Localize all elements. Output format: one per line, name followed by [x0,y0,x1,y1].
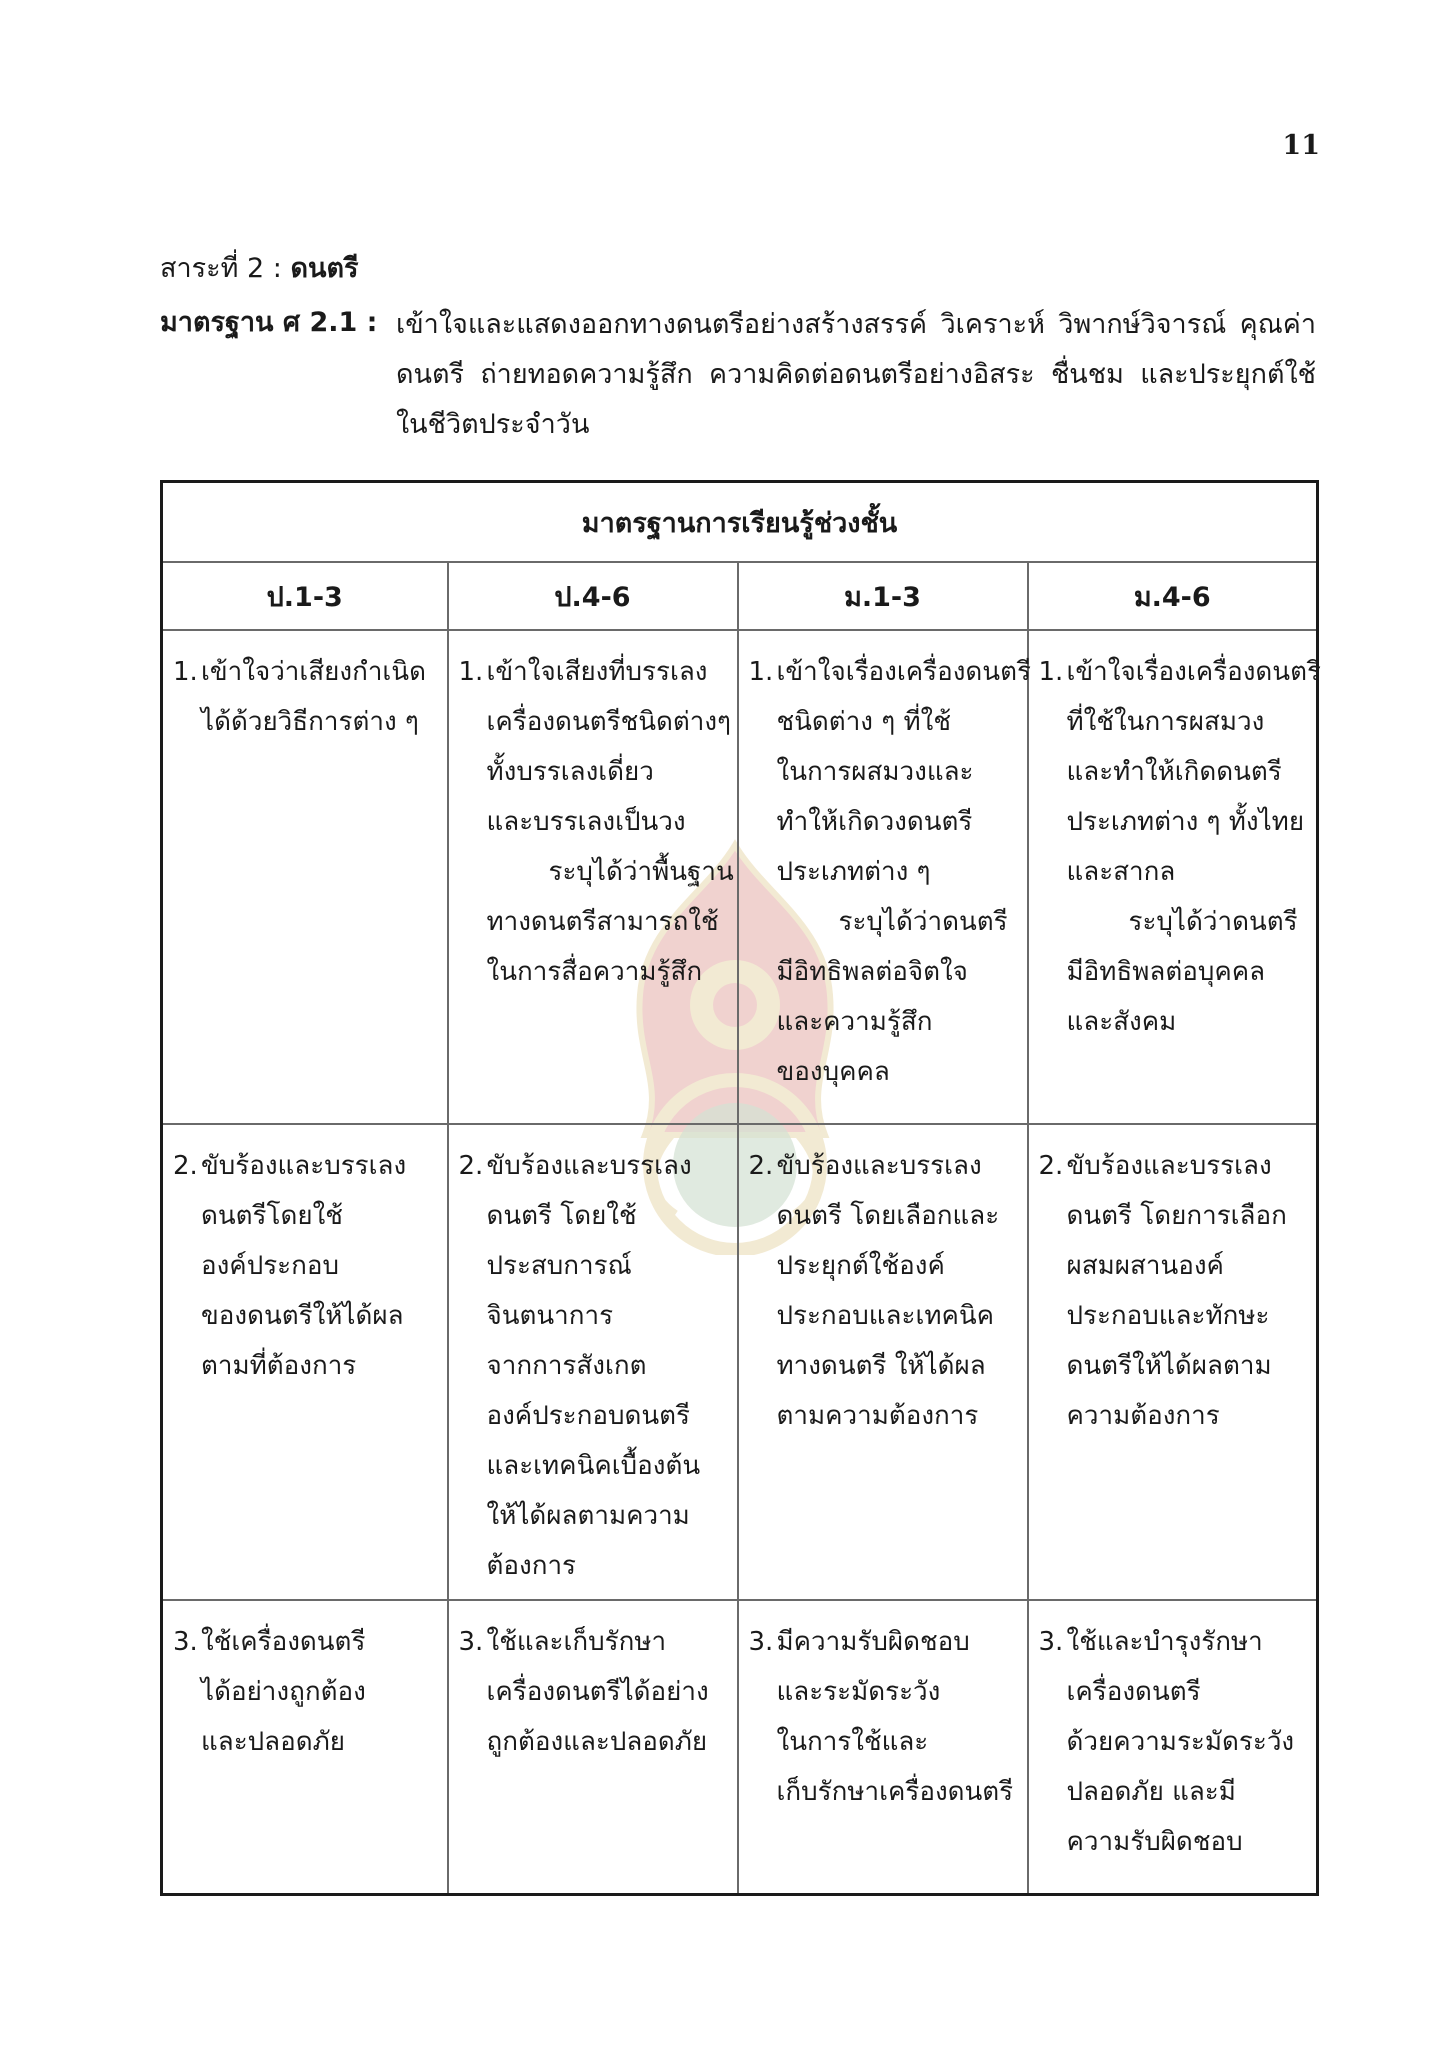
cell-line: มีอิทธิพลต่อจิตใจ [776,957,968,987]
cell-line: และทำให้เกิดดนตรี [1066,757,1282,787]
item-number: 1. [173,657,198,687]
table-cell [1028,1600,1318,1895]
cell-line: และความรู้สึก [776,1007,933,1037]
list-item [1039,1617,1309,1867]
cell-line: ของดนตรีให้ได้ผล [201,1301,404,1331]
cell-line: ทางดนตรีสามารถใช้ [486,907,719,937]
cell-line: เครื่องดนตรีได้อย่าง [486,1677,709,1707]
cell-line: ประกอบและทักษะ [1066,1301,1270,1331]
cell-line: ระบุได้ว่าดนตรี [838,907,1008,937]
table-cell [738,630,1031,1124]
cell-line: ได้อย่างถูกต้อง [201,1677,366,1707]
table-cell [738,1600,1028,1895]
strand-heading [160,246,359,289]
item-number: 1. [458,657,484,687]
item-number: 3. [173,1627,198,1657]
cell-line: ในการสื่อความรู้สึก [486,957,703,987]
list-item [1039,1141,1309,1441]
item-number: 2. [458,1151,484,1181]
list-item [459,1617,729,1767]
cell-line: 2. ขับร้องและบรรเลง [749,1141,1019,1191]
cell-line: ทำให้เกิดวงดนตรี [776,807,973,837]
header-grade-p1-3: ป.1-3 [162,562,448,630]
item-number: 3. [1038,1627,1064,1657]
item-number: 2. [1038,1151,1064,1181]
table-row [162,1124,1318,1600]
learning-standards-table [160,480,1319,1896]
cell-line: ชนิดต่าง ๆ ที่ใช้ [776,707,951,737]
cell-line: ดนตรี โดยการเลือก [1066,1201,1287,1231]
header-grade-m4-6: ม.4-6 [1028,562,1318,630]
table-cell [162,1124,448,1600]
table-row [162,630,1318,1124]
cell-line: ต้องการ [486,1551,577,1581]
list-item [173,1617,439,1767]
table-caption: มาตรฐานการเรียนรู้ช่วงชั้น [162,482,1318,563]
cell-line: ประเภทต่าง ๆ ทั้งไทย [1066,807,1305,837]
cell-line: จินตนาการ [486,1301,614,1331]
item-number: 3. [458,1627,484,1657]
cell-line: ทางดนตรี ให้ได้ผล [776,1351,986,1381]
standard-text: เข้าใจและแสดงออกทางดนตรีอย่างสร้างสรรค์ วิเคราะห์ วิพากษ์วิจารณ์ คุณค่าดนตรี ถ่ายทอดความรู้สึก ความคิดต่อดนตรีอย่างอิสระ ชื่นชม และประยุกต์ใช้ในชีวิตประจำวัน [396,309,1316,440]
cell-line: 3. ใช้เครื่องดนตรี [173,1617,439,1667]
cell-line: 2. ขับร้องและบรรเลง [173,1141,439,1191]
cell-line: ด้วยความระมัดระวัง [1066,1727,1295,1757]
list-item [748,647,1031,1097]
table-row [162,1600,1318,1895]
item-number: 3. [748,1627,774,1657]
cell-line: ประกอบและเทคนิค [776,1301,995,1331]
cell-line: ประสบการณ์ [486,1251,632,1281]
cell-line: ความรับผิดชอบ [1066,1827,1243,1857]
cell-line: ในการใช้และ [776,1727,929,1757]
cell-line: 1. เข้าใจเรื่องเครื่องดนตรี [749,647,1019,697]
standard-label: มาตรฐาน ศ 2.1 : [160,307,378,338]
cell-line: ความต้องการ [1066,1401,1220,1431]
cell-line: และสังคม [1066,1007,1177,1037]
cell-line: ได้ด้วยวิธีการต่าง ๆ [201,707,419,737]
item-number: 1. [1038,657,1064,687]
cell-line: และเทคนิคเบื้องต้น [486,1451,701,1481]
cell-line: ดนตรีโดยใช้ [201,1201,343,1231]
page-number: 11 [1282,130,1320,161]
list-item [459,1141,729,1591]
table-cell [162,1600,448,1895]
cell-line: 1. เข้าใจว่าเสียงกำเนิด [173,647,439,697]
table-cell [448,630,738,1124]
list-item [1038,647,1321,1047]
cell-line: ดนตรี โดยเลือกและ [776,1201,1000,1231]
cell-line: และบรรเลงเป็นวง [486,807,686,837]
cell-line: 3. ใช้และบำรุงรักษา [1039,1617,1309,1667]
cell-line: ระบุได้ว่าพื้นฐาน [548,857,734,887]
cell-line: ในการผสมวงและ [776,757,974,787]
list-item [749,1141,1019,1441]
cell-line: 2. ขับร้องและบรรเลง [1039,1141,1309,1191]
cell-line: ให้ได้ผลตามความ [486,1501,690,1531]
cell-line: เครื่องดนตรี [1066,1677,1201,1707]
cell-line: 1. เข้าใจเสียงที่บรรเลง [459,647,729,697]
cell-line: ถูกต้องและปลอดภัย [486,1727,708,1757]
table-cell [448,1600,738,1895]
item-number: 1. [748,657,774,687]
table-cell [1028,630,1321,1124]
item-number: 2. [748,1151,774,1181]
cell-line: ดนตรีให้ได้ผลตาม [1066,1351,1272,1381]
table-cell [738,1124,1028,1600]
cell-line: ระบุได้ว่าดนตรี [1128,907,1298,937]
cell-line: ทั้งบรรเลงเดี่ยว [486,757,654,787]
cell-line: เก็บรักษาเครื่องดนตรี [776,1777,1014,1807]
cell-line: และปลอดภัย [201,1727,345,1757]
cell-line: ตามที่ต้องการ [201,1351,357,1381]
cell-line: ประยุกต์ใช้องค์ [776,1251,945,1281]
cell-line: และสากล [1066,857,1176,887]
cell-line: 3. ใช้และเก็บรักษา [459,1617,729,1667]
cell-line: ปลอดภัย และมี [1066,1777,1236,1807]
cell-line: ที่ใช้ในการผสมวง [1066,707,1265,737]
cell-line: ตามความต้องการ [776,1401,979,1431]
item-number: 2. [173,1151,198,1181]
cell-line: องค์ประกอบ [201,1251,339,1281]
cell-line: ดนตรี โดยใช้ [486,1201,637,1231]
list-item [173,1141,439,1391]
header-grade-p4-6: ป.4-6 [448,562,738,630]
cell-line: ประเภทต่าง ๆ [776,857,931,887]
table-cell [1028,1124,1318,1600]
cell-line: 2. ขับร้องและบรรเลง [459,1141,729,1191]
cell-line: เครื่องดนตรีชนิดต่างๆ [486,707,732,737]
cell-line: ของบุคคล [776,1057,890,1087]
cell-line: 3. มีความรับผิดชอบ [749,1617,1019,1667]
cell-line: ผสมผสานองค์ [1066,1251,1224,1281]
cell-line: และระมัดระวัง [776,1677,941,1707]
header-grade-m1-3: ม.1-3 [738,562,1028,630]
cell-line: 1. เข้าใจเรื่องเครื่องดนตรี [1039,647,1309,697]
cell-line: มีอิทธิพลต่อบุคคล [1066,957,1266,987]
cell-line: จากการสังเกต [486,1351,647,1381]
cell-line: องค์ประกอบดนตรี [486,1401,691,1431]
strand-prefix: สาระที่ 2 : [160,253,291,284]
list-item [458,647,734,997]
table-cell [162,630,448,1124]
strand-title: ดนตรี [290,253,359,284]
list-item [749,1617,1019,1817]
list-item [173,647,439,747]
table-cell [448,1124,738,1600]
